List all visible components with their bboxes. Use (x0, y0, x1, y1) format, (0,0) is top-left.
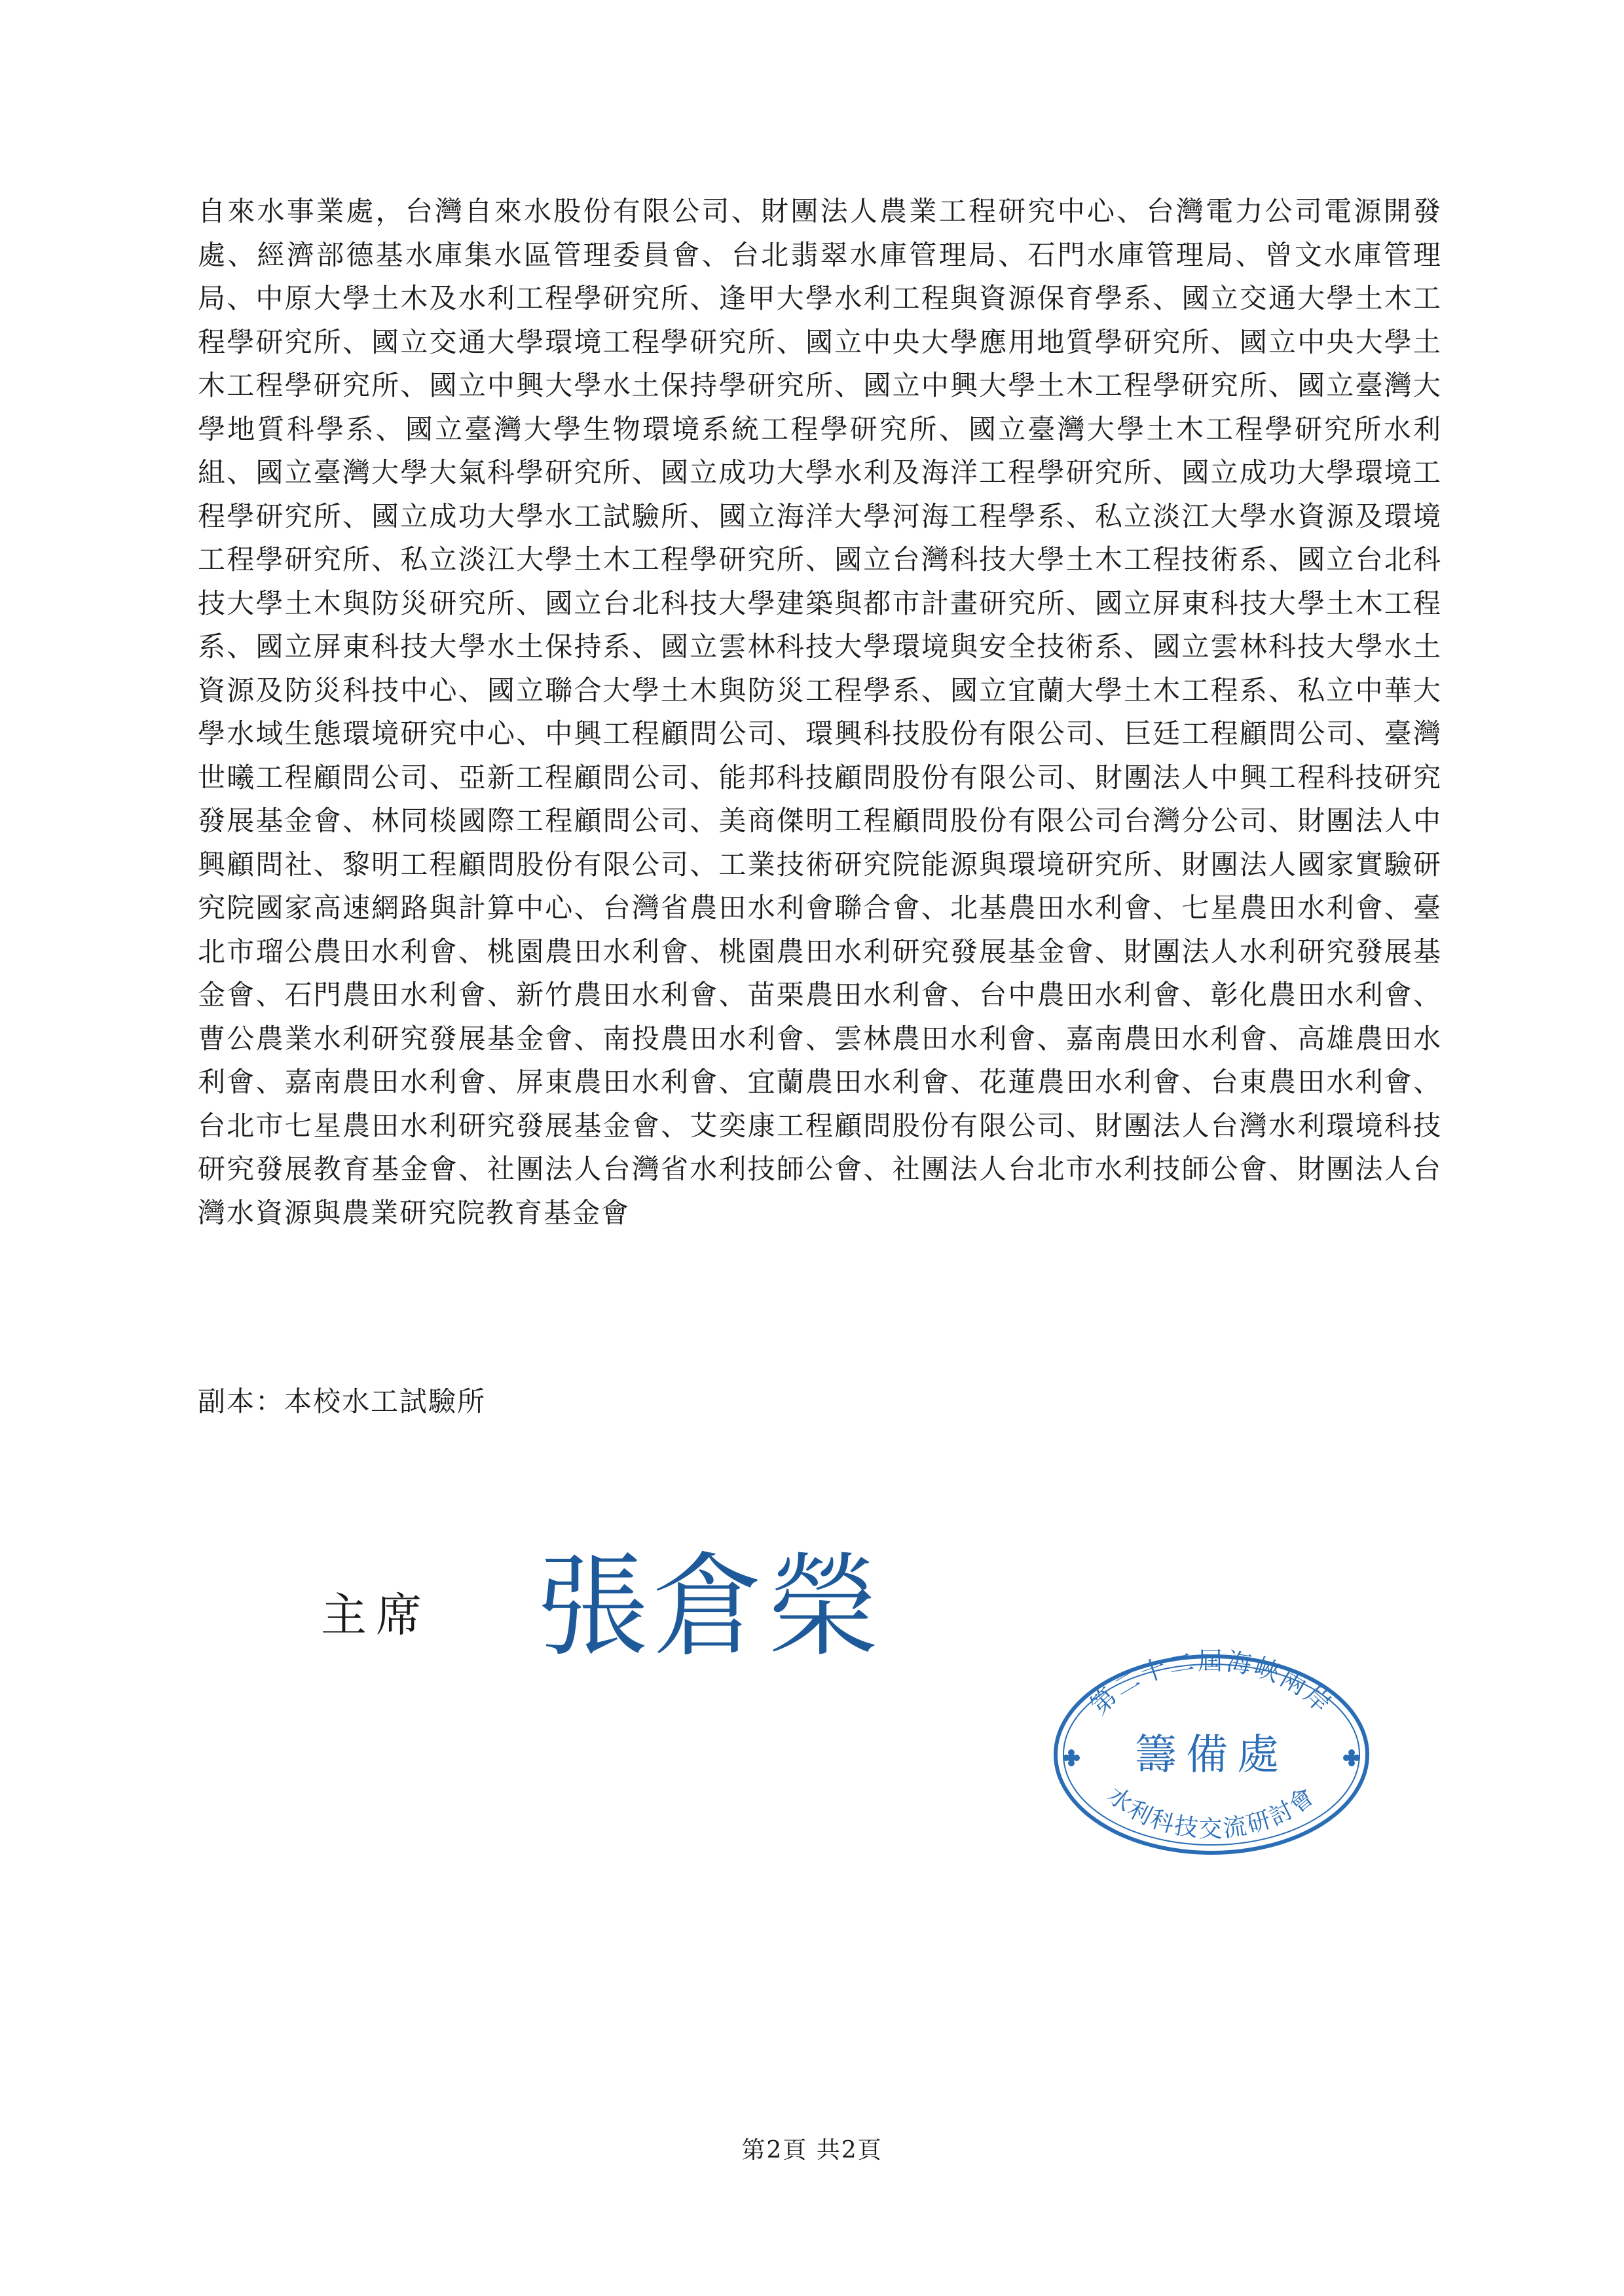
seal-flower-right-icon (1343, 1749, 1360, 1766)
seal-bottom-arc-text: 水利科技交流研討會 (1102, 1781, 1321, 1843)
recipients-list: 自來水事業處，台灣自來水股份有限公司、財團法人農業工程研究中心、台灣電力公司電源開發處、經濟部德基水庫集水區管理委員會、台北翡翠水庫管理局、石門水庫管理局、曾文水庫管理局、中原大學土木及水利工程學研究所、逢甲大學水利工程與資源保育學系、國立交通大學土木工程學研究所、國立交通大學環境工程學研究所、國立中央大學應用地質學研究所、國立中央大學土木工程學研究所、國立中興大學水土保持學研究所、國立中興大學土木工程學研究所、國立臺灣大學地質科學系、國立臺灣大學生物環境系統工程學研究所、國立臺灣大學土木工程學研究所水利組、國立臺灣大學大氣科學研究所、國立成功大學水利及海洋工程學研究所、國立成功大學環境工程學研究所、國立成功大學水工試驗所、國立海洋大學河海工程學系、私立淡江大學水資源及環境工程學研究所、私立淡江大學土木工程學研究所、國立台灣科技大學土木工程技術系、國立台北科技大學土木與防災研究所、國立台北科技大學建築與都市計畫研究所、國立屏東科技大學土木工程系、國立屏東科技大學水土保持系、國立雲林科技大學環境與安全技術系、國立雲林科技大學水土資源及防災科技中心、國立聯合大學土木與防災工程學系、國立宜蘭大學土木工程系、私立中華大學水域生態環境研究中心、中興工程顧問公司、環興科技股份有限公司、巨廷工程顧問公司、臺灣世曦工程顧問公司、亞新工程顧問公司、能邦科技顧問股份有限公司、財團法人中興工程科技研究發展基金會、林同棪國際工程顧問公司、美商傑明工程顧問股份有限公司台灣分公司、財團法人中興顧問社、黎明工程顧問股份有限公司、工業技術研究院能源與環境研究所、財團法人國家實驗研究院國家高速網路與計算中心、台灣省農田水利會聯合會、北基農田水利會、七星農田水利會、臺北市瑠公農田水利會、桃園農田水利會、桃園農田水利研究發展基金會、財團法人水利研究發展基金會、石門農田水利會、新竹農田水利會、苗栗農田水利會、台中農田水利會、彰化農田水利會、曹公農業水利研究發展基金會、南投農田水利會、雲林農田水利會、嘉南農田水利會、高雄農田水利會、嘉南農田水利會、屏東農田水利會、宜蘭農田水利會、花蓮農田水利會、台東農田水利會、台北市七星農田水利研究發展基金會、艾奕康工程顧問股份有限公司、財團法人台灣水利環境科技研究發展教育基金會、社團法人台灣省水利技師公會、社團法人台北市水利技師公會、財團法人台灣水資源與農業研究院教育基金會 (198, 195, 1442, 1229)
chairperson-title: 主席 (321, 1588, 431, 1642)
cc-line: 副本：本校水工試驗所 (198, 1385, 487, 1417)
seal-flower-left-icon (1063, 1749, 1080, 1766)
organizing-committee-seal (1048, 1643, 1375, 1859)
seal-center-text: 籌備處 (1135, 1731, 1288, 1779)
chairperson-signature-name: 張倉榮 (537, 1542, 883, 1672)
seal-top-arc-text: 第二十二屆海峽兩岸 (1084, 1647, 1338, 1721)
page-number: 第2頁 共2頁 (741, 2137, 883, 2164)
